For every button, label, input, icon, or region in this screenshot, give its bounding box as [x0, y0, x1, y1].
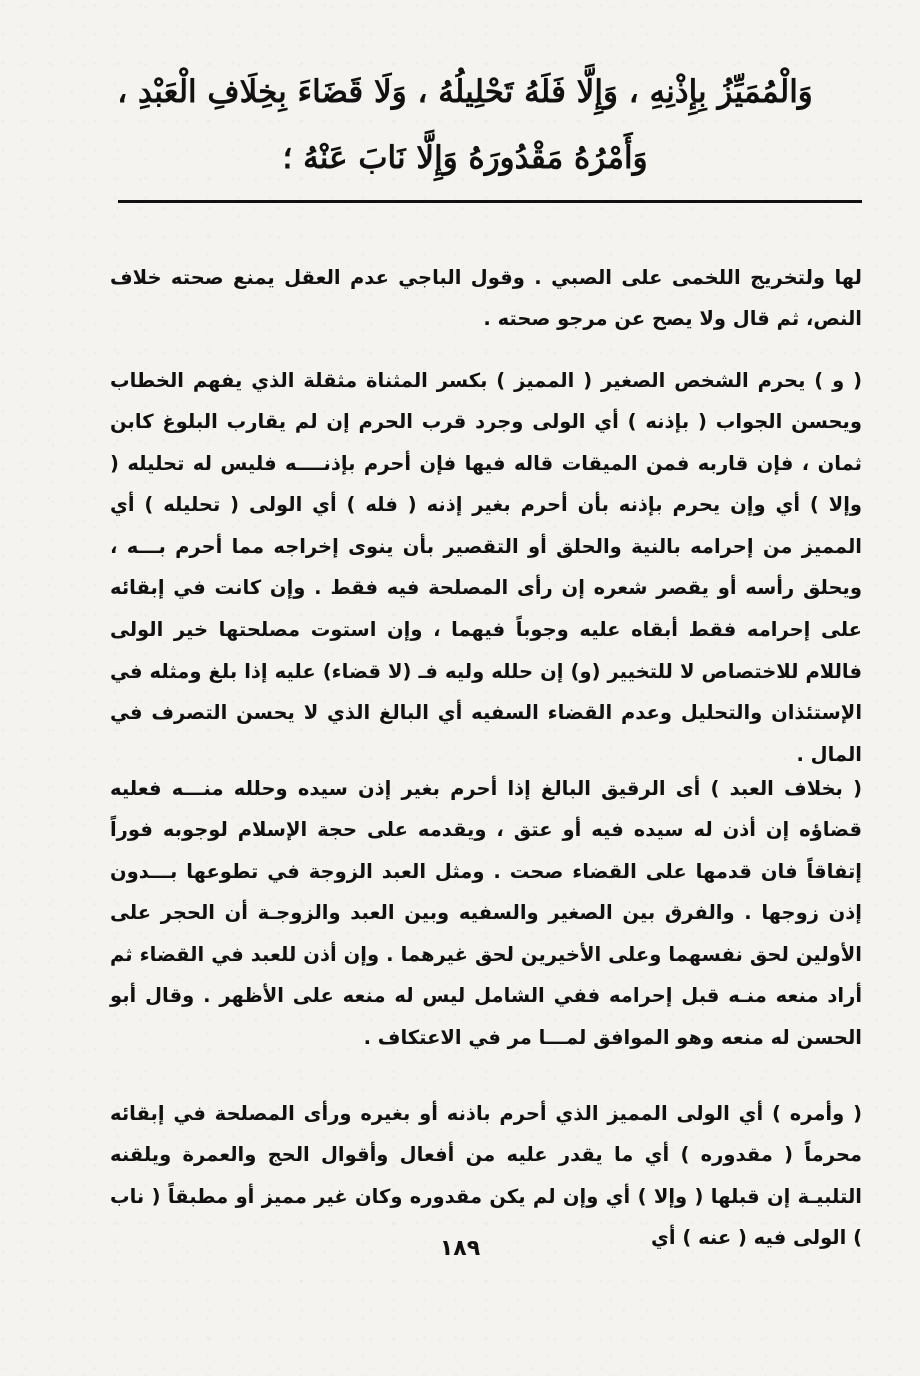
commentary-paragraph-4: ( وأمره ) أي الولى المميز الذي أحرم باذنه أو بغيره ورأى المصلحة في إبقائه محرماً ( مقدوره ) أي ما يقدر عليه من أفعال وأقوال الحج والعمرة ويلقنه التلبيـة إن قبلها ( وإلا ) أي وإن لم يكن مقدوره وكان غير مميز أو مطبقاً ( ناب ) الولى فيه ( عنه ) أي	[110, 1101, 862, 1250]
verse-line-1: وَالْمُمَيِّزُ بِإِذْنِهِ ، وَإِلَّا فَلَهُ تَحْلِيلُهُ ، وَلَا قَضَاءَ بِخِلَافِ الْعَبْدِ ،	[117, 74, 813, 110]
verse-line-2: وَأَمْرُهُ مَقْدُورَهُ وَإِلَّا نَابَ عَنْهُ ؛	[282, 140, 648, 176]
page-number: ١٨٩	[439, 1236, 481, 1261]
horizontal-divider	[118, 200, 862, 203]
commentary-paragraph-2: ( و ) يحرم الشخص الصغير ( المميز ) بكسر المثناة مثقلة الذي يفهم الخطاب ويحسن الجواب ( بإذنه ) أي الولى وجرد قرب الحرم إن لم يقارب البلوغ كابن ثمان ، فإن قاربه فمن الميقات قاله فيها فإن أحرم بإذنــــه فليس له تحليله ( وإلا ) أي وإن يحرم بإذنه بأن أحرم بغير إذنه ( فله ) أي الولى ( تحليله ) أي المميز من إحرامه بالنية والحلق أو التقصير بأن ينوى إخراجه مما أحرم بـــه ، ويحلق رأسه أو يقصر شعره إن رأى المصلحة فيه فقط . وإن كانت في إبقائه على إحرامه فقط أبقاه عليه وجوباً فيهما ، وإن استوت مصلحتها خير الولى فاللام للاختصاص لا للتخيير (و) إن حلله وليه فـ (لا قضاء) عليه إذا بلغ ومثله في الإستئذان والتحليل وعدم القضاء السفيه أي البالغ الذي لا يحسن التصرف في المال .	[110, 368, 862, 766]
commentary-paragraph-1: لها ولتخريج اللخمى على الصبي . وقول الباجي عدم العقل يمنع صحته خلاف النص، ثم قال ولا يصح عن مرجو صحته .	[110, 265, 862, 331]
commentary-paragraph-3: ( بخلاف العبد ) أى الرقيق البالغ إذا أحرم بغير إذن سيده وحلله منـــه فعليه قضاؤه إن أذن له سيده فيه أو عتق ، ويقدمه على حجة الإسلام لوجوبه فوراً إتفاقاً فان قدمها على القضاء صحت . ومثل العبد الزوجة في تطوعها بـــدون إذن زوجها . والفرق بين الصغير والسفيه وبين العبد والزوجـة أن الحجر على الأولين لحق نفسهما وعلى الأخيرين لحق غيرهما . وإن أذن للعبد في القضاء ثم أراد منعه منـه قبل إحرامه ففي الشامل ليس له منعه على الأظهر . وقال أبو الحسن له منعه وهو الموافق لمـــا مر في الاعتكاف .	[110, 776, 862, 1050]
